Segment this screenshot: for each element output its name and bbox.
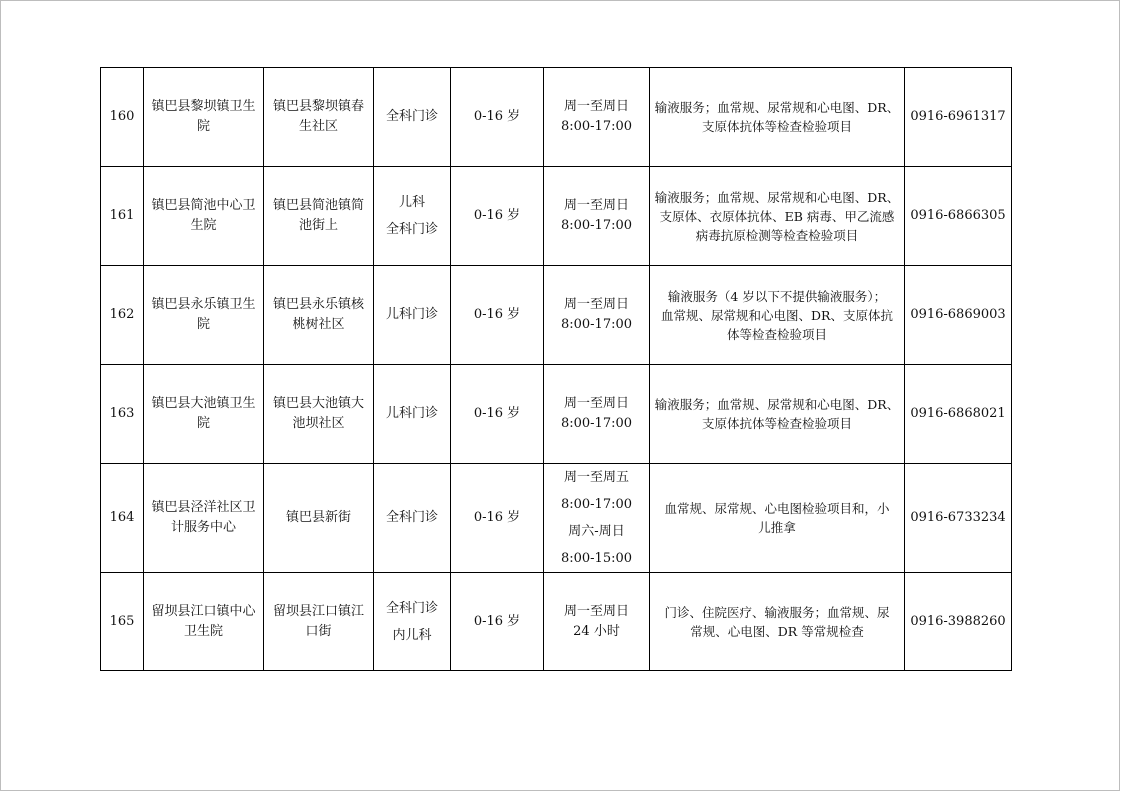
service-hours-cell — [544, 365, 650, 464]
phone-number: 0916-6869003 — [910, 307, 1006, 322]
service-hours-cell — [544, 464, 650, 573]
department-cell — [374, 266, 451, 365]
department-line: 全科门诊 — [385, 510, 438, 525]
address-line: 池坝社区 — [292, 416, 345, 431]
service-items-line: 输液服务；血常规、尿常规和心电图、DR、 — [654, 397, 900, 412]
department-line: 儿科门诊 — [385, 307, 438, 322]
age-range: 0-16 岁 — [473, 208, 521, 223]
hospital-name-line: 镇巴县大池镇卫生 — [151, 396, 256, 411]
phone-number: 0916-6961317 — [910, 109, 1006, 124]
hospital-name-line: 镇巴县简池中心卫 — [151, 198, 256, 213]
row-number: 165 — [109, 613, 135, 629]
service-items-cell — [650, 365, 905, 464]
department-cell — [374, 365, 451, 464]
department-cell — [374, 167, 451, 266]
hospital-name-line: 院 — [196, 317, 210, 332]
service-items-line: 支原体抗体等检查检验项目 — [701, 119, 852, 134]
service-hours-line: 8:00-17:00 — [560, 317, 633, 332]
hospital-name-line: 卫生院 — [183, 623, 223, 639]
phone-number: 0916-6868021 — [910, 406, 1006, 421]
table-row — [101, 365, 1012, 464]
service-items-line: 支原体、衣原体抗体、EB 病毒、甲乙流感 — [659, 208, 895, 224]
service-hours-line: 周一至周日 — [563, 198, 629, 213]
service-items-line: 输液服务（4 岁以下不提供输液服务）； — [667, 288, 887, 304]
department-line: 全科门诊 — [385, 109, 438, 124]
address-cell — [264, 464, 374, 573]
service-items-cell — [650, 167, 905, 266]
age-range-cell — [451, 573, 544, 671]
age-range-cell — [451, 167, 544, 266]
hospital-name-line: 镇巴县泾洋社区卫 — [151, 500, 256, 515]
address-cell — [264, 573, 374, 671]
age-range-cell — [451, 266, 544, 365]
service-hours-line: 8:00-17:00 — [560, 119, 633, 134]
row-number-cell — [101, 167, 144, 266]
hospital-name-line: 生院 — [190, 218, 217, 233]
service-items-line: 儿推拿 — [758, 520, 796, 535]
row-number: 164 — [109, 510, 135, 525]
service-items-cell — [650, 573, 905, 671]
table-row — [101, 464, 1012, 573]
service-items-line: 输液服务；血常规、尿常规和心电图、DR、 — [654, 189, 900, 205]
service-items-cell — [650, 266, 905, 365]
hospital-name-line: 镇巴县永乐镇卫生 — [151, 297, 256, 312]
service-items-line: 血常规、尿常规和心电图、DR、支原体抗 — [661, 307, 893, 323]
table-row — [101, 68, 1012, 167]
address-cell — [264, 365, 374, 464]
department-line: 全科门诊 — [385, 600, 438, 616]
service-hours-line: 8:00-17:00 — [560, 497, 633, 512]
age-range-cell — [451, 365, 544, 464]
row-number: 162 — [109, 307, 135, 322]
service-hours-cell — [544, 68, 650, 167]
row-number: 163 — [109, 406, 135, 421]
address-line: 镇巴县黎坝镇春 — [272, 99, 364, 114]
row-number: 161 — [109, 208, 135, 223]
age-range-cell — [451, 464, 544, 573]
phone-number-cell — [905, 167, 1012, 266]
department-line: 儿科 — [398, 195, 425, 210]
phone-number-cell — [905, 365, 1012, 464]
service-hours-line: 周六-周日 — [568, 524, 625, 539]
service-hours-line: 8:00-17:00 — [560, 218, 633, 233]
department-cell — [374, 573, 451, 671]
age-range: 0-16 岁 — [473, 307, 521, 322]
address-line: 桃树社区 — [292, 317, 345, 332]
address-line: 生社区 — [298, 119, 338, 134]
service-items-line: 体等检查检验项目 — [726, 326, 827, 342]
service-hours-line: 周一至周日 — [563, 396, 629, 411]
hospital-name-cell — [144, 464, 264, 573]
hospital-table — [100, 67, 1012, 671]
service-items-cell — [650, 464, 905, 573]
service-items-line: 病毒抗原检测等检查检验项目 — [695, 227, 859, 243]
phone-number: 0916-6733234 — [910, 510, 1006, 525]
hospital-name-line: 院 — [196, 119, 210, 134]
address-line: 口街 — [305, 623, 332, 639]
department-line: 内儿科 — [392, 627, 432, 643]
row-number-cell — [101, 68, 144, 167]
row-number-cell — [101, 365, 144, 464]
row-number-cell — [101, 266, 144, 365]
address-line: 镇巴县大池镇大 — [272, 396, 364, 411]
address-line: 镇巴县永乐镇核 — [272, 297, 364, 312]
address-line: 镇巴县简池镇简 — [272, 198, 364, 213]
age-range: 0-16 岁 — [473, 406, 521, 421]
service-hours-line: 周一至周日 — [563, 603, 629, 619]
hospital-name-cell — [144, 573, 264, 671]
age-range: 0-16 岁 — [473, 109, 521, 124]
service-hours-cell — [544, 167, 650, 266]
department-line: 全科门诊 — [385, 222, 438, 237]
department-cell — [374, 464, 451, 573]
service-hours-line: 周一至周日 — [563, 297, 629, 312]
hospital-name-line: 镇巴县黎坝镇卫生 — [151, 99, 256, 114]
department-cell — [374, 68, 451, 167]
row-number: 160 — [109, 109, 135, 124]
phone-number-cell — [905, 464, 1012, 573]
service-items-cell — [650, 68, 905, 167]
service-hours-cell — [544, 573, 650, 671]
address-cell — [264, 266, 374, 365]
service-items-line: 输液服务；血常规、尿常规和心电图、DR、 — [654, 100, 900, 115]
phone-number-cell — [905, 266, 1012, 365]
table-body — [101, 68, 1012, 671]
service-hours-line: 8:00-17:00 — [560, 416, 633, 431]
table-row — [101, 573, 1012, 671]
hospital-name-cell — [144, 266, 264, 365]
service-hours-line: 周一至周日 — [563, 99, 629, 114]
address-line: 镇巴县新街 — [285, 510, 351, 525]
hospital-name-line: 院 — [196, 416, 210, 431]
hospital-name-line: 留坝县江口镇中心 — [151, 603, 256, 619]
address-cell — [264, 167, 374, 266]
service-hours-line: 周一至周五 — [563, 470, 629, 485]
hospital-name-cell — [144, 365, 264, 464]
row-number-cell — [101, 573, 144, 671]
service-items-line: 支原体抗体等检查检验项目 — [701, 416, 852, 431]
hospital-name-cell — [144, 68, 264, 167]
table-row — [101, 266, 1012, 365]
service-hours-line: 24 小时 — [573, 623, 620, 639]
row-number-cell — [101, 464, 144, 573]
department-line: 儿科门诊 — [385, 406, 438, 421]
phone-number: 0916-6866305 — [910, 208, 1006, 223]
table-row — [101, 167, 1012, 266]
phone-number: 0916-3988260 — [910, 613, 1006, 629]
age-range: 0-16 岁 — [473, 510, 521, 525]
address-cell — [264, 68, 374, 167]
service-hours-cell — [544, 266, 650, 365]
age-range: 0-16 岁 — [473, 613, 521, 629]
service-items-line: 门诊、住院医疗、输液服务；血常规、尿 — [664, 604, 890, 620]
hospital-name-line: 计服务中心 — [170, 520, 236, 535]
service-items-line: 血常规、尿常规、心电图检验项目和，小 — [664, 501, 890, 516]
phone-number-cell — [905, 573, 1012, 671]
address-line: 留坝县江口镇江 — [272, 603, 364, 619]
age-range-cell — [451, 68, 544, 167]
service-items-line: 常规、心电图、DR 等常规检查 — [690, 623, 864, 639]
phone-number-cell — [905, 68, 1012, 167]
address-line: 池街上 — [298, 218, 338, 233]
hospital-name-cell — [144, 167, 264, 266]
service-hours-line: 8:00-15:00 — [560, 551, 633, 566]
